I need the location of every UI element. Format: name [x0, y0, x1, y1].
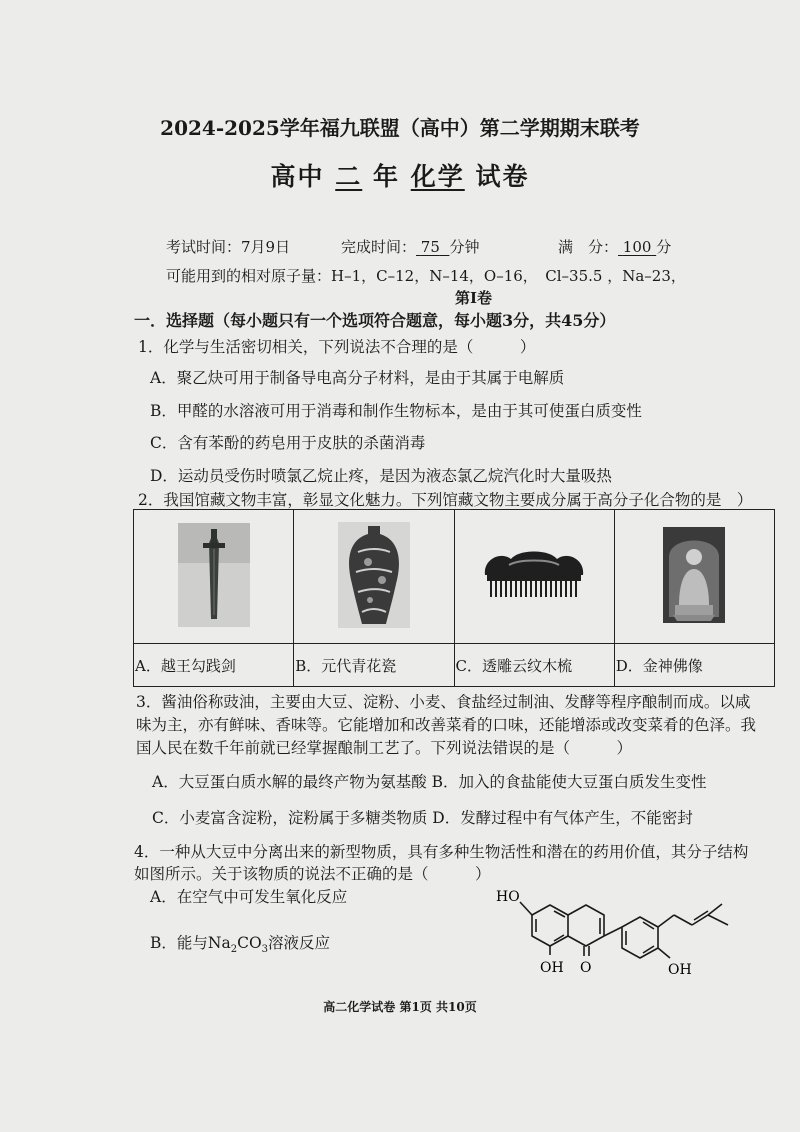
subtitle-paper: 试卷	[475, 162, 530, 191]
question-3-options-ab: A．大豆蛋白质水解的最终产物为氨基酸 B．加入的食盐能使大豆蛋白质发生变性	[152, 773, 707, 791]
page-footer: 高二化学试卷 第1页 共10页	[323, 1000, 477, 1014]
subtitle-subject: 化学	[410, 162, 465, 191]
blue-white-porcelain-photo	[338, 522, 410, 628]
structure-label-ho: HO	[496, 889, 520, 905]
subtitle-level: 高中	[270, 162, 325, 191]
subtitle-grade: 二	[335, 162, 363, 191]
question-4-stem-line-1: 4．一种从大豆中分离出来的新型物质，具有多种生物活性和潜在的药用价值，其分子结构	[134, 843, 749, 861]
structure-label-carbonyl-o: O	[580, 960, 592, 976]
question-1-option-a: A．聚乙炔可用于制备导电高分子材料，是由于其属于电解质	[150, 369, 565, 387]
question-3-stem-line-1: 3．酱油俗称豉油，主要由大豆、淀粉、小麦、食盐经过制油、发酵等程序酿制而成。以咸	[136, 693, 751, 711]
relic-caption-c: C．透雕云纹木梳	[454, 644, 614, 687]
relic-cell-sword	[134, 510, 294, 644]
score-value: 100	[622, 238, 652, 256]
question-1-option-c: C．含有苯酚的药皂用于皮肤的杀菌消毒	[150, 434, 426, 452]
relic-cell-comb	[454, 510, 614, 644]
question-1-option-b: B．甲醛的水溶液可用于消毒和制作生物标本，是由于其可使蛋白质变性	[150, 402, 642, 420]
exam-date: 考试时间：7月9日	[166, 238, 291, 256]
score-unit: 分	[656, 238, 672, 256]
atomic-masses: 可能用到的相对原子量：H–1，C–12，N–14，O–16， Cl–35.5 ，Na–23，	[166, 267, 686, 285]
relic-cell-buddha	[614, 510, 774, 644]
structure-label-oh-bottom: OH	[540, 960, 564, 976]
relic-cell-porcelain	[294, 510, 454, 644]
section-heading: 一．选择题（每小题只有一个选项符合题意，每小题3分，共45分）	[134, 311, 616, 330]
exam-duration	[341, 236, 479, 257]
question-3-stem-line-2: 味为主，亦有鲜味、香味等。它能增加和改善菜肴的口味，还能增添或改变菜肴的色泽。我	[136, 716, 757, 734]
volume-label: 第Ⅰ卷	[455, 289, 493, 307]
relic-caption-b: B．元代青花瓷	[294, 644, 454, 687]
question-3-stem-line-3: 国人民在数千年前就已经掌握酿制工艺了。下列说法错误的是（ ）	[136, 739, 633, 757]
duration-label: 完成时间：	[341, 238, 417, 256]
question-1-stem: 1．化学与生活密切相关，下列说法不合理的是（ ）	[138, 338, 536, 356]
duration-unit: 分钟	[449, 238, 480, 256]
question-1-option-d: D．运动员受伤时喷氯乙烷止疼，是因为液态氯乙烷汽化时大量吸热	[150, 467, 612, 485]
subtitle-year: 年	[372, 162, 400, 191]
relic-caption-a: A．越王勾践剑	[134, 644, 294, 687]
score-label: 满 分：	[558, 238, 619, 256]
wooden-comb-photo	[479, 545, 589, 605]
bronze-sword-photo	[178, 523, 250, 627]
question-3-options-cd: C．小麦富含淀粉，淀粉属于多糖类物质 D．发酵过程中有气体产生，不能密封	[152, 809, 693, 827]
molecular-structure-diagram	[488, 872, 758, 990]
question-2-stem: 2．我国馆藏文物丰富，彰显文化魅力。下列馆藏文物主要成分属于高分子化合物的是 ）	[138, 491, 753, 509]
exam-title: 2024-2025学年福九联盟（高中）第二学期期末联考	[160, 116, 640, 140]
question-2-relic-table	[133, 509, 775, 687]
question-4-stem-line-2: 如图所示。关于该物质的说法不正确的是（ ）	[134, 865, 491, 883]
question-4-option-b: B．能与$Na_2CO_3$溶液反应	[150, 934, 331, 956]
exam-subtitle	[0, 157, 800, 193]
structure-label-oh-right: OH	[668, 962, 692, 978]
question-4-option-a: A．在空气中可发生氧化反应	[150, 888, 348, 906]
golden-buddha-photo	[663, 527, 725, 623]
duration-value: 75	[420, 238, 440, 256]
exam-full-score	[558, 236, 671, 257]
relic-caption-d: D．金神佛像	[614, 644, 774, 687]
